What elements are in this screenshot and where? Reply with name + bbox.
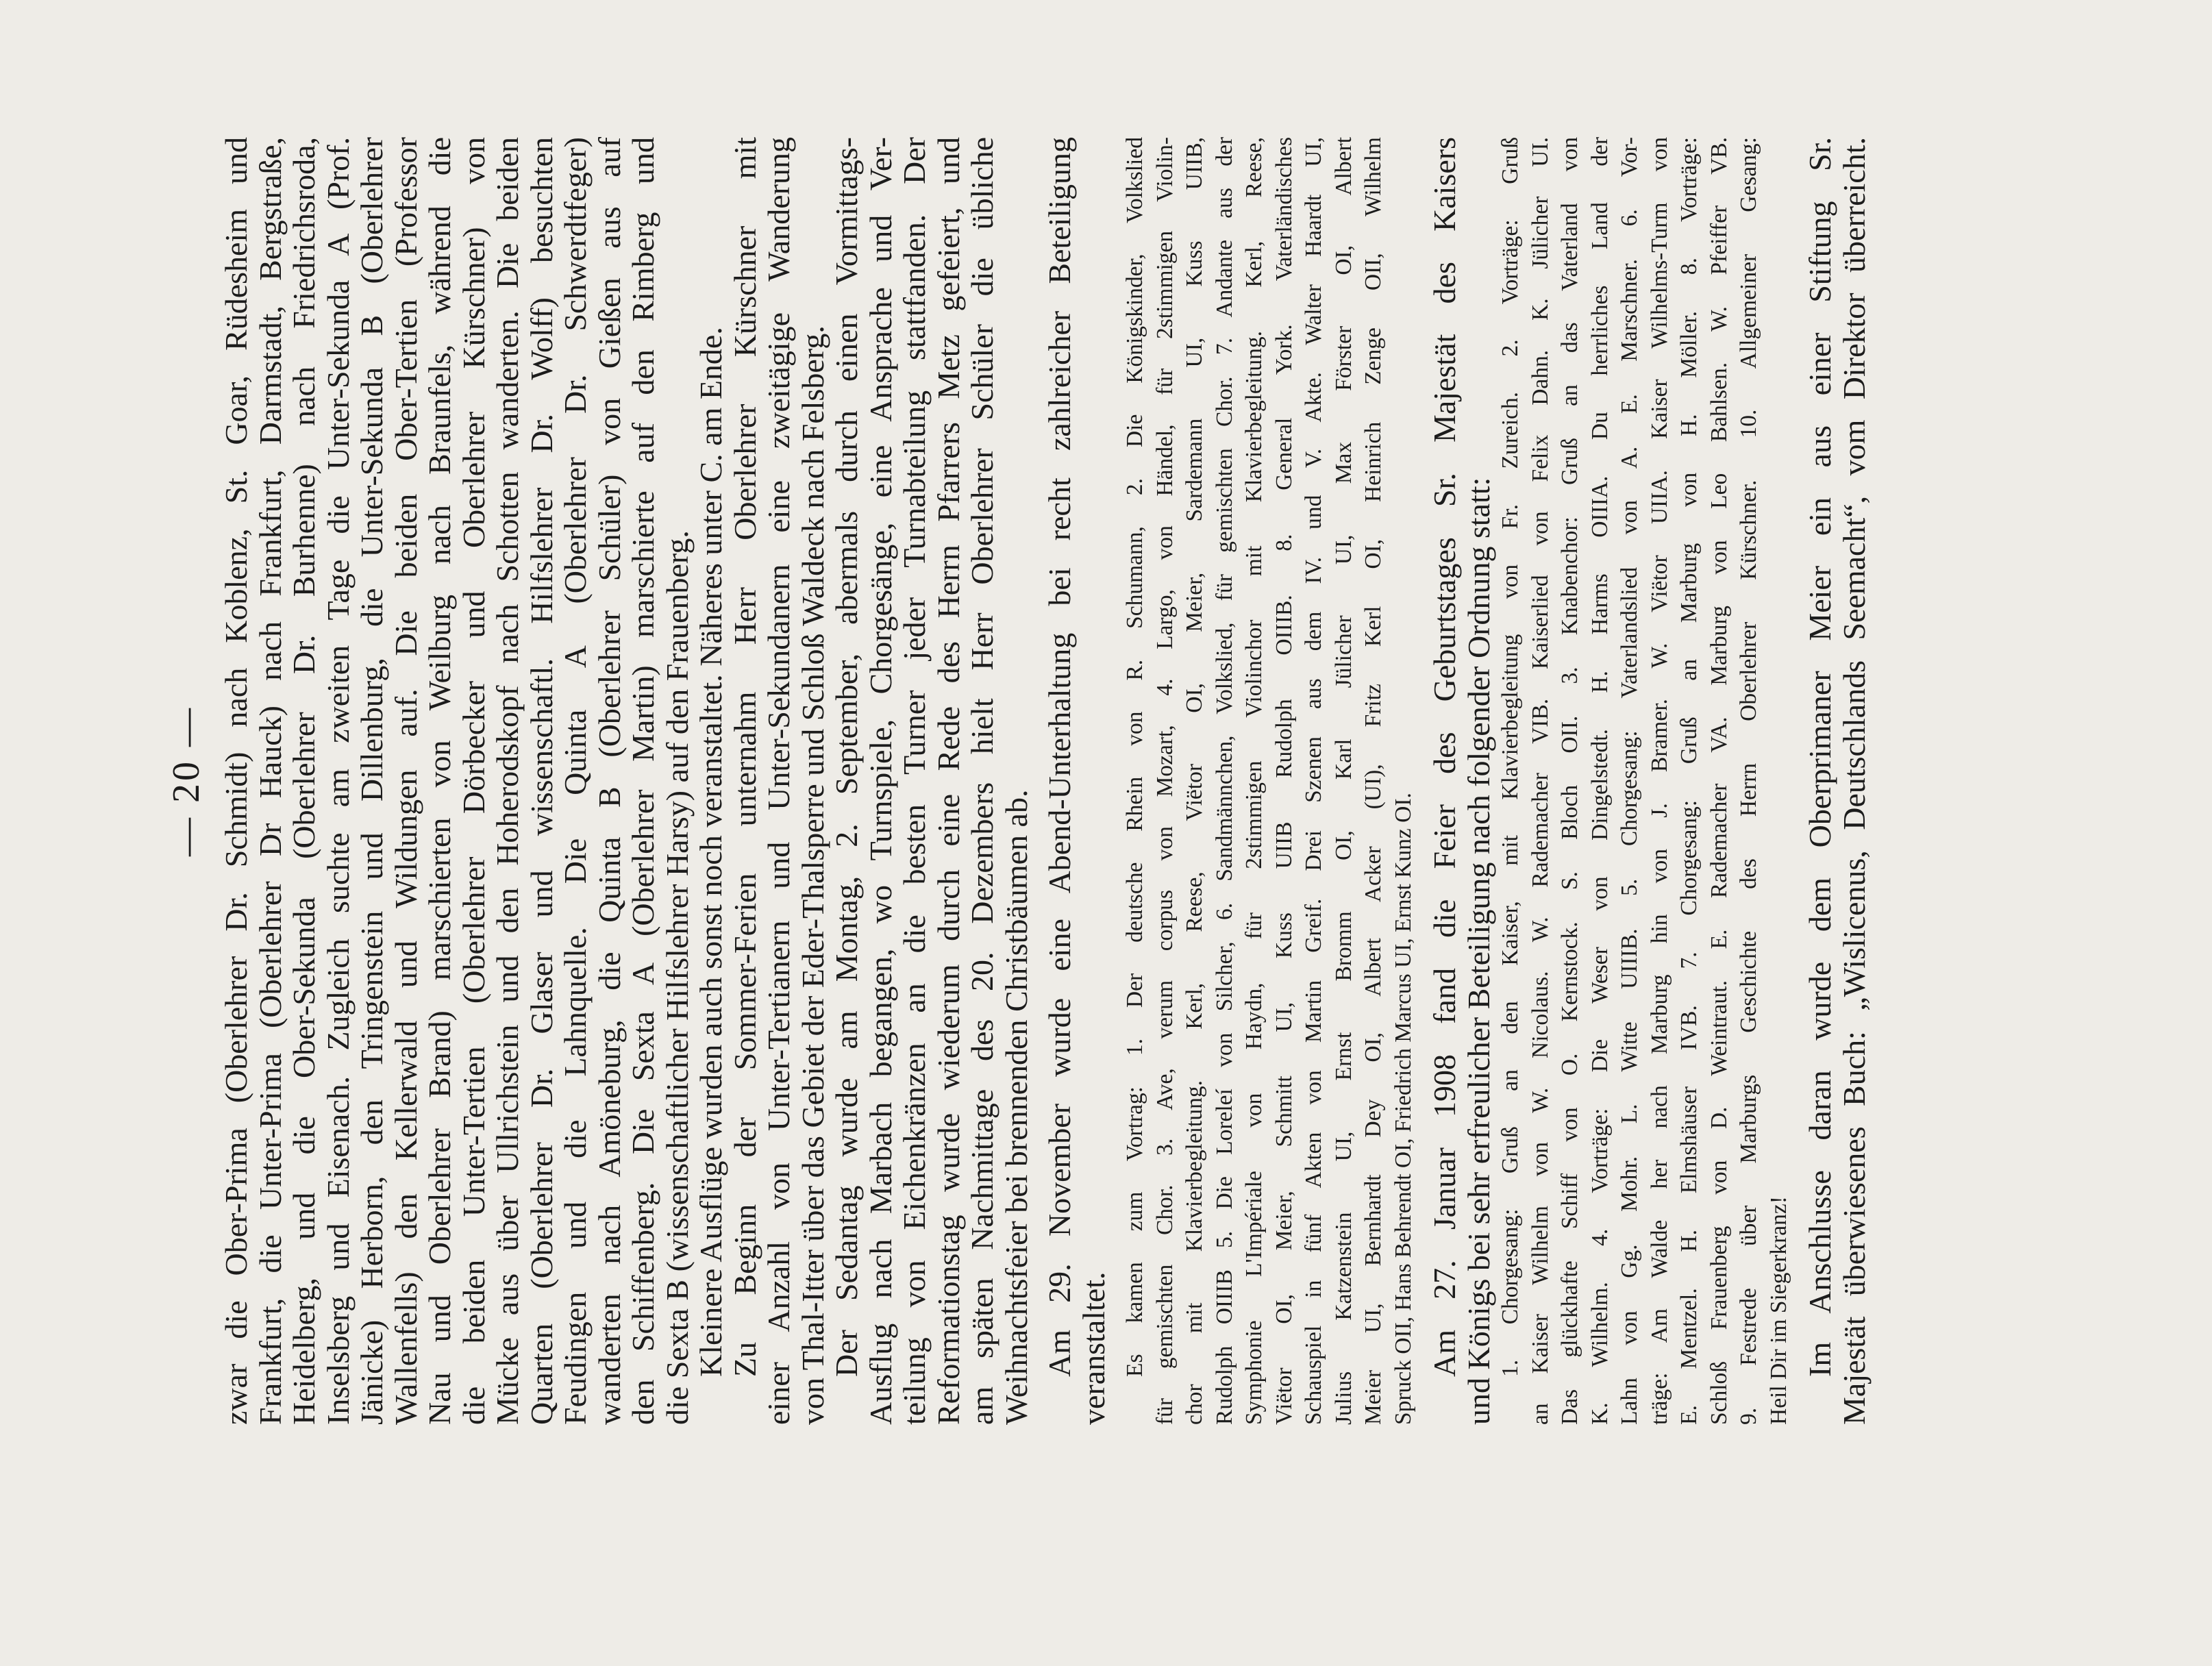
paragraph-evening-entertainment <box>1043 137 1110 1425</box>
text-line: Heil Dir im Siegerkranz! <box>1765 1196 1791 1425</box>
text-line: Reformationstag wurde wiederum durch eine Rede des Herrn Pfarrers Metz gefeiert, und <box>930 137 966 1425</box>
paragraph-small-excursions <box>694 137 728 1425</box>
text-line: träge: Am Walde her nach Marburg hin von J. Bramer. W. Viëtor UIIA. Kaiser Wilhelms-Turm von <box>1646 137 1672 1425</box>
text-line: teilung von Eichenkränzen an die besten Turner jeder Turnabteilung stattfanden. Der <box>897 137 932 1425</box>
text-line: Meier UI, Bernhardt Dey OI, Albert Acker (UI), Fritz Kerl OI, Heinrich Zenge OII, Wilhelm <box>1360 137 1386 1425</box>
text-line: Das glückhafte Schiff von O. Kernstock. S. Bloch OII. 3. Knabenchor: Gruß an das Vaterland von <box>1557 137 1582 1425</box>
paragraph-sedan-day <box>830 137 1033 1425</box>
text-line: Schauspiel in fünf Akten von Martin Greif. Drei Szenen aus dem IV. und V. Akte. Walter Haardt UI, <box>1301 137 1326 1425</box>
text-line: für gemischten Chor. 3. Ave, verum corpus von Mozart, 4. Largo, von Händel, für 2stimmigen Violin- <box>1152 137 1178 1425</box>
text-line: Wallenfells) den Kellerwald und Wildungen auf. Die beiden Ober-Tertien (Professor <box>388 137 423 1425</box>
text-line: Inselsberg und Eisenach. Zugleich suchte am zweiten Tage die Unter-Sekunda A (Prof. <box>320 137 356 1425</box>
paragraph-emperor-birthday <box>1428 137 1495 1425</box>
text-line: die Sexta B (wissenschaftlicher Hilfslehrer Harsy) auf den Frauenberg. <box>659 530 695 1425</box>
text-line: Weihnachtsfeier bei brennenden Christbäumen ab. <box>998 789 1034 1425</box>
text-line: Mücke aus über Ullrichstein und den Hoherodskopf nach Schotten wanderten. Die beiden <box>490 137 525 1425</box>
text-line: wanderten nach Amöneburg, die Quinta B (Oberlehrer Schüler) von Gießen aus auf <box>591 137 627 1425</box>
text-line: an Kaiser Wilhelm von W. Nicolaus. W. Rademacher VIB. Kaiserlied von Felix Dahn. K. Jülicher UI. <box>1527 137 1553 1425</box>
text-line: Majestät überwiesenes Buch: „Wislicenus, Deutschlands Seemacht“, vom Direktor überreicht. <box>1836 137 1872 1425</box>
text-line: zwar die Ober-Prima (Oberlehrer Dr. Schmidt) nach Koblenz, St. Goar, Rüdesheim und <box>219 137 253 1425</box>
text-line: Kleinere Ausflüge wurden auch sonst noch veranstaltet. Näheres unter C. am Ende. <box>693 327 728 1377</box>
text-line: Heidelberg, und die Ober-Sekunda (Oberlehrer Dr. Burhenne) nach Friedrichsroda, <box>286 137 321 1425</box>
text-line: Julius Katzenstein UI, Ernst Bromm OI, Karl Jülicher UI, Max Förster OI, Albert <box>1330 137 1356 1425</box>
text-line: Lahn von Gg. Mohr. L. Witte UIIIB. 5. Chorgesang: Vaterlandslied von A. E. Marschner. 6. Vor- <box>1617 137 1642 1425</box>
paragraph-summer-hike <box>728 137 830 1425</box>
text-line: E. Mentzel. H. Elmshäuser IVB. 7. Chorgesang: Gruß an Marburg von H. Möller. 8. Vorträge: <box>1676 137 1702 1425</box>
text-line: Feudingen und die Lahnquelle. Die Quinta A (Oberlehrer Dr. Schwerdtfeger) <box>558 137 593 1425</box>
text-line: Jänicke) Herborn, den Tringenstein und Dillenburg, die Unter-Sekunda B (Oberlehrer <box>354 137 389 1425</box>
text-line: 9. Festrede über Marburgs Geschichte des Herrn Oberlehrer Kürschner. 10. Allgemeiner Gesang: <box>1736 137 1761 1425</box>
text-line: Quarten (Oberlehrer Dr. Glaser und wissenschaftl. Hilfslehrer Dr. Wolff) besuchten <box>523 137 559 1425</box>
text-line: Der Sedantag wurde am Montag, 2. September, abermals durch einen Vormittags- <box>829 137 864 1377</box>
text-line: veranstaltet. <box>1076 1271 1111 1425</box>
text-line: Spruck OII, Hans Behrendt OI, Friedrich Marcus UI, Ernst Kunz OI. <box>1390 793 1416 1425</box>
text-line: 1. Chorgesang: Gruß an den Kaiser, mit Klavierbegleitung von Fr. Zureich. 2. Vorträge: Gruß <box>1498 137 1523 1377</box>
text-line: die beiden Unter-Tertien (Oberlehrer Dörbecker und Oberlehrer Kürschner) von <box>456 137 491 1425</box>
text-line: Im Anschlusse daran wurde dem Oberprimaner Meier ein aus einer Stiftung Sr. <box>1802 137 1837 1377</box>
text-line: am späten Nachmittage des 20. Dezembers hielt Herr Oberlehrer Schüler die übliche <box>965 137 999 1425</box>
text-line: und Königs bei sehr erfreulicher Beteiligung nach folgender Ordnung statt: <box>1461 477 1496 1425</box>
text-line: von Thal-Itter über das Gebiet der Eder-Thalsperre und Schloß Waldeck nach Felsberg. <box>795 325 830 1425</box>
text-line: Zu Beginn der Sommer-Ferien unternahm Herr Oberlehrer Kürschner mit <box>727 137 762 1377</box>
paragraph-book-award <box>1803 137 1871 1425</box>
text-line: den Schiffenberg. Die Sexta A (Oberlehrer Martin) marschierte auf den Rimberg und <box>625 137 660 1425</box>
text-line: K. Wilhelm. 4. Vorträge: Die Weser von Dingelstedt. H. Harms OIIIA. Du herrliches Land der <box>1587 137 1613 1425</box>
program-emperor-birthday <box>1495 137 1793 1425</box>
text-line: Am 27. Januar 1908 fand die Feier des Geburtstages Sr. Majestät des Kaisers <box>1427 137 1462 1377</box>
text-line: Viëtor OI, Meier, Schmitt UI, Kuss UIIB Rudolph OIIIB. 8. General York. Vaterländisches <box>1271 137 1297 1425</box>
page-number: — 20 — <box>165 706 208 856</box>
text-line: Ausflug nach Marbach begangen, wo Turnspiele, Chorgesänge, eine Ansprache und Ver- <box>862 137 898 1425</box>
paragraph-excursions <box>219 137 694 1425</box>
text-line: Am 29. November wurde eine Abend-Unterhaltung bei recht zahlreicher Beteiligung <box>1042 137 1077 1377</box>
rotated-text-block <box>165 137 1932 1425</box>
text-line: Nau und Oberlehrer Brand) marschierten von Weilburg nach Braunfels, während die <box>422 137 457 1425</box>
text-line: Symphonie L'Impériale von Haydn, für 2stimmigen Violinchor mit Klavierbegleitung. Kerl, Reese, <box>1241 137 1267 1425</box>
text-line: einer Anzahl von Unter-Tertianern und Unter-Sekundanern eine zweitägige Wanderung <box>761 137 796 1425</box>
program-evening-entertainment <box>1120 137 1418 1425</box>
text-line: Rudolph OIIIB 5. Die Loreleí von Silcher, 6. Sandmännchen, Volkslied, für gemischten Chor. 7. Andante aus der <box>1211 137 1237 1425</box>
text-line: Es kamen zum Vortrag: 1. Der deutsche Rhein von R. Schumann, 2. Die Königskinder, Volkslied <box>1122 137 1147 1377</box>
text-line: chor mit Klavierbegleitung. Kerl, Reese, Viëtor OI, Meier, Sardemann UI, Kuss UIIB, <box>1182 137 1207 1425</box>
text-line: Schloß Frauenberg von D. Weintraut. E. Rademacher VA. Marburg von Leo Bahlsen. W. Pfeiffer VB. <box>1706 137 1732 1425</box>
text-line: Frankfurt, die Unter-Prima (Oberlehrer Dr Hauck) nach Frankfurt, Darmstadt, Bergstraße, <box>252 137 288 1425</box>
